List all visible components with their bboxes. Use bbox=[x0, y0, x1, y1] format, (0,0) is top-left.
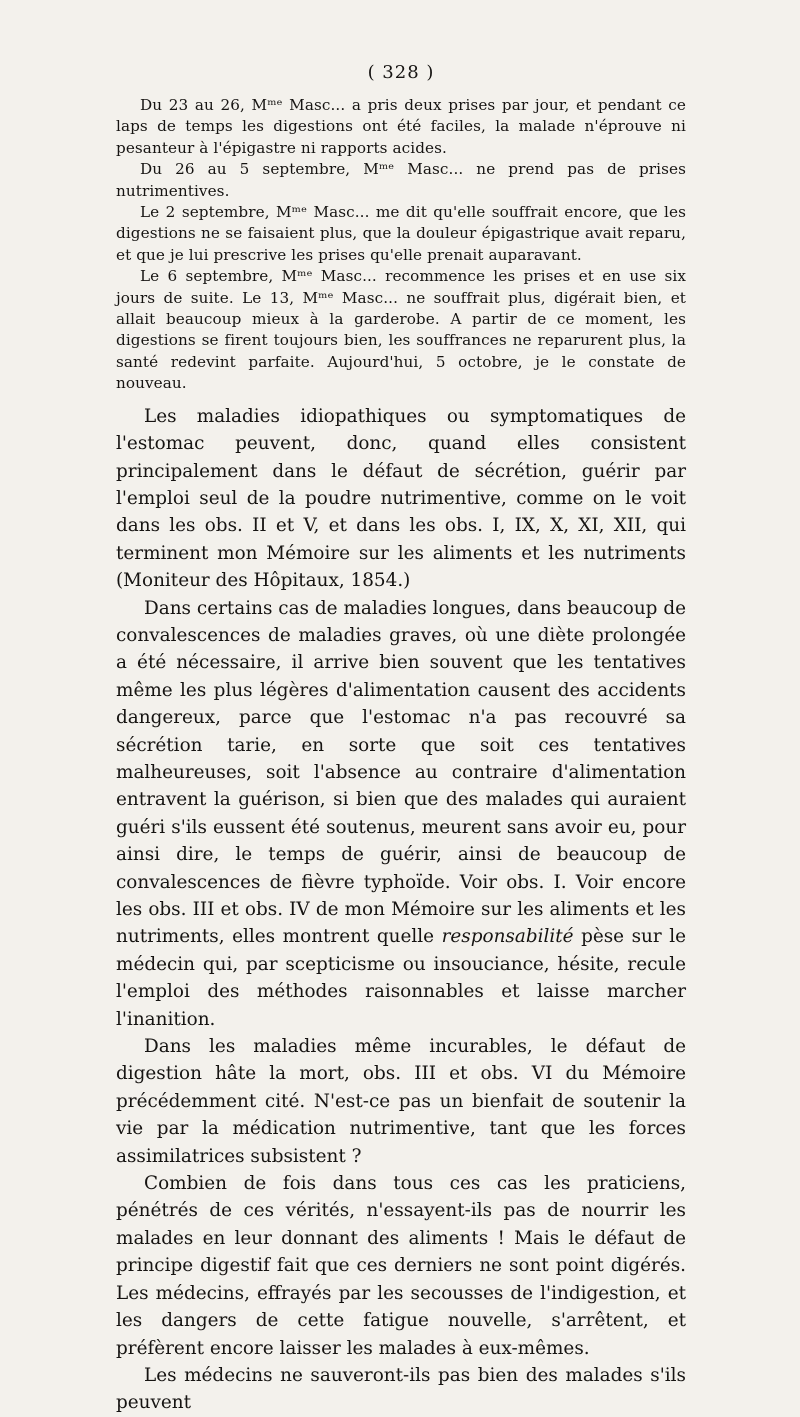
emphasized-word: responsabilité bbox=[441, 926, 574, 948]
case-note-paragraph-2: Du 26 au 5 septembre, Mᵐᵉ Masc... ne prend pas de prises nutrimentives. bbox=[116, 160, 686, 200]
case-note-paragraph-1: Du 23 au 26, Mᵐᵉ Masc... a pris deux prises par jour, et pendant ce laps de temps les digestions ont été faciles, la malade n'éprouve ni pesanteur à l'épigastre ni rapports acides. bbox=[116, 96, 686, 157]
body-paragraph-2-text-end: pèse sur le médecin qui, par scepticisme ou insouciance, hésite, recule l'emploi des méthodes raisonnables et laisse marcher l'inanition. bbox=[116, 926, 687, 1030]
body-paragraph-2-text-start: Dans certains cas de maladies longues, dans beaucoup de convalescences de maladies graves, où une diète prolongée a été nécessaire, il arrive bien souvent que les tentatives même les plus légères d'alimentation causent des accidents dangereux, parce que l'estomac n'a pas recouvré sa sécrétion tarie, en sorte que soit ces tentatives malheureuses, soit l'absence au contraire d'alimentation entravent la guérison, si bien que des malades qui auraient guéri s'ils eussent été soutenus, meurent sans avoir eu, pour ainsi dire, le temps de guérir, ainsi de beaucoup de convalescences de fièvre typhoïde. Voir obs. I. Voir encore les obs. III et obs. IV de mon Mémoire sur les aliments et les nutriments, elles montrent quelle bbox=[116, 597, 686, 948]
body-paragraph-5-text: Les médecins ne sauveront-ils pas bien des malades s'ils peuvent bbox=[116, 1364, 686, 1414]
body-paragraph-4-text: Combien de fois dans tous ces cas les praticiens, pénétrés de ces vérités, n'essayent-ils pas de nourrir les malades en leur donnant des aliments ! Mais le défaut de principe digestif fait que ces derniers ne sont point digérés. Les médecins, effrayés par les secousses de l'indigestion, et les dangers de cette fatigue nouvelle, s'arrêtent, et préfèrent encore laisser les malades à eux-mêmes. bbox=[116, 1173, 686, 1359]
case-note-paragraph-4: Le 6 septembre, Mᵐᵉ Masc... recommence les prises et en use six jours de suite. Le 13, Mᵐᵉ Masc... ne souffrait plus, digérait bien, et allait beaucoup mieux à la garderobe. A partir de ce moment, les digestions se firent toujours bien, les souffrances ne reparurent plus, la santé redevint parfaite. Aujourd'hui, 5 octobre, je le constate de nouveau. bbox=[116, 267, 686, 393]
body-paragraph-3-text: Dans les maladies même incurables, le défaut de digestion hâte la mort, obs. III et obs. VI du Mémoire précédemment cité. N'est-ce pas un bienfait de soutenir la vie par la médication nutrimentive, tant que les forces assimilatrices subsistent ? bbox=[116, 1036, 686, 1167]
document-page bbox=[116, 62, 686, 1417]
body-paragraph-4 bbox=[116, 1170, 686, 1362]
case-note-paragraph-3: Le 2 septembre, Mᵐᵉ Masc... me dit qu'elle souffrait encore, que les digestions ne se faisaient plus, que la douleur épigastrique avait reparu, et que je lui prescrive les prises qu'elle prenait auparavant. bbox=[116, 203, 686, 264]
section-gap bbox=[116, 395, 686, 403]
body-paragraph-5 bbox=[116, 1362, 686, 1417]
body-paragraph-3 bbox=[116, 1033, 686, 1170]
body-paragraph-1 bbox=[116, 403, 686, 595]
body-paragraph-1-text: Les maladies idiopathiques ou symptomatiques de l'estomac peuvent, donc, quand elles consistent principalement dans le défaut de sécrétion, guérir par l'emploi seul de la poudre nutrimentive, comme on le voit dans les obs. II et V, et dans les obs. I, IX, X, XI, XII, qui terminent mon Mémoire sur les aliments et les nutriments (Moniteur des Hôpitaux, 1854.) bbox=[116, 405, 686, 592]
body-paragraph-2 bbox=[116, 595, 686, 1034]
page-number: ( 328 ) bbox=[367, 62, 435, 83]
